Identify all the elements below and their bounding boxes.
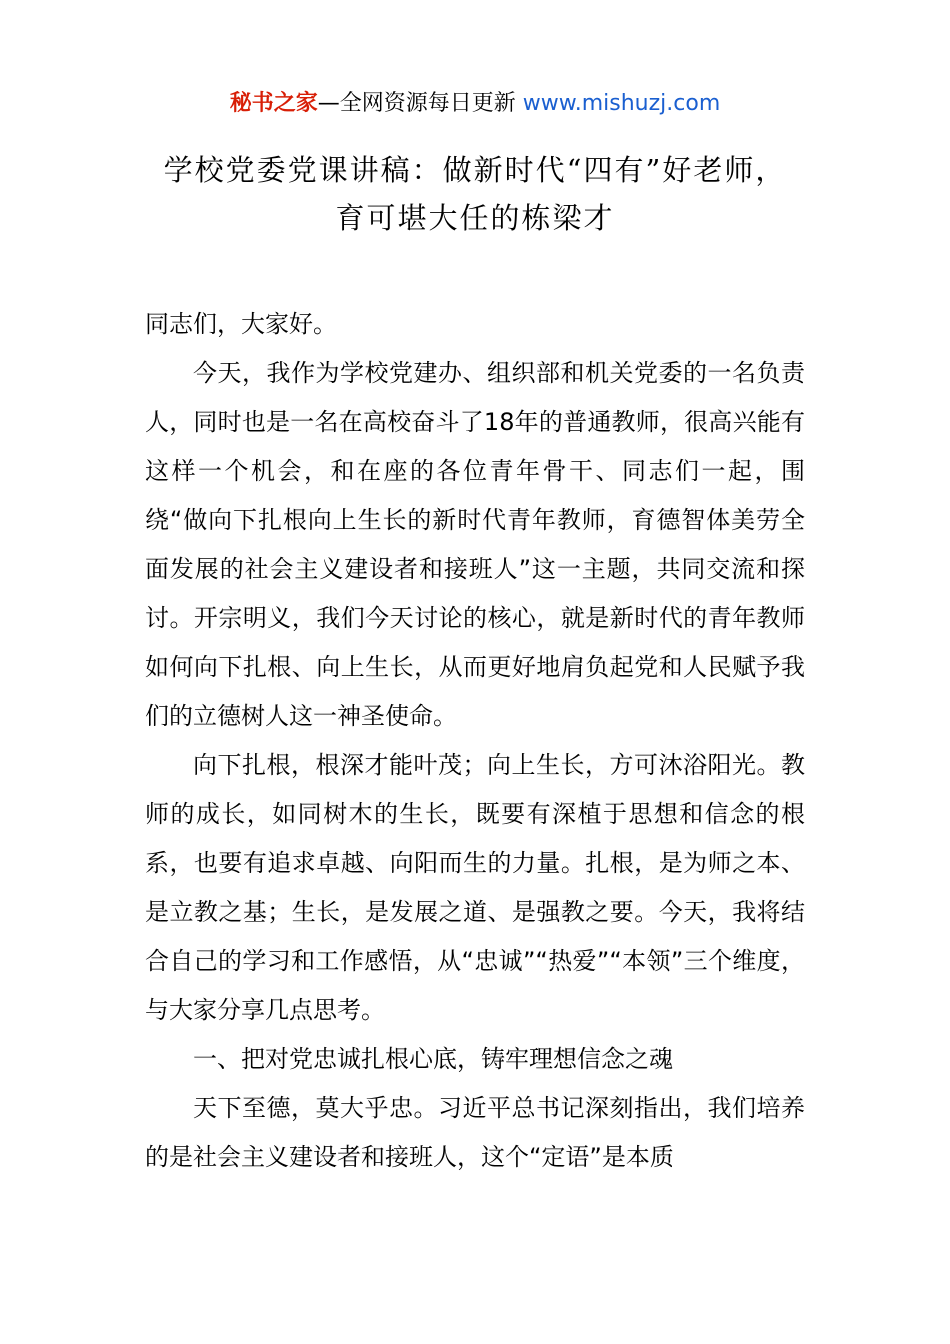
document-title: 学校党委党课讲稿：做新时代“四有”好老师，育可堪大任的栋梁才 — [163, 153, 787, 235]
site-header — [0, 88, 950, 120]
section-heading: 一、把对党忠诚扎根心底，铸牢理想信念之魂 — [193, 1045, 673, 1073]
paragraph: 天下至德，莫大乎忠。习近平总书记深刻指出，我们培养的是社会主义建设者和接班人，这个“定语”是本质 — [145, 1094, 805, 1171]
header-slogan: —全网资源每日更新 — [317, 91, 516, 116]
document-body — [145, 300, 805, 1182]
paragraph: 今天，我作为学校党建办、组织部和机关党委的一名负责人，同时也是一名在高校奋斗了18年的普通教师，很高兴能有这样一个机会，和在座的各位青年骨干、同志们一起，围绕“做向下扎根向上生长的新时代青年教师，育德智体美劳全面发展的社会主义建设者和接班人”这一主题，共同交流和探讨。开宗明义，我们今天讨论的核心，就是新时代的青年教师如何向下扎根、向上生长，从而更好地肩负起党和人民赋予我们的立德树人这一神圣使命。 — [145, 359, 805, 730]
paragraph: 向下扎根，根深才能叶茂；向上生长，方可沐浴阳光。教师的成长，如同树木的生长，既要有深植于思想和信念的根系，也要有追求卓越、向阳而生的力量。扎根，是为师之本、是立教之基；生长，是发展之道、是强教之要。今天，我将结合自己的学习和工作感悟，从“忠诚”“热爱”“本领”三个维度，与大家分享几点思考。 — [145, 751, 805, 1024]
site-link[interactable]: www.mishuzj.com — [522, 91, 721, 116]
brand-name: 秘书之家 — [229, 91, 318, 116]
greeting: 同志们，大家好。 — [145, 310, 337, 338]
